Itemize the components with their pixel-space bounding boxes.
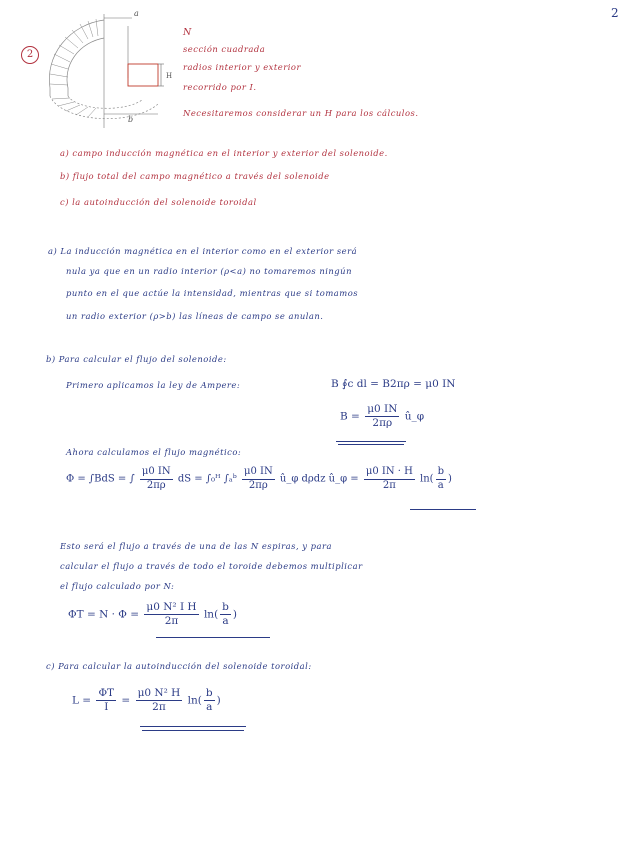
- toroid-outline: [49, 14, 158, 128]
- phit-ln-fraction: [220, 602, 231, 627]
- answer-b-line-2: Primero aplicamos la ley de Ampere:: [66, 380, 241, 390]
- l-fraction-2: [136, 688, 183, 713]
- phit-lhs: ΦT = N · Φ =: [68, 608, 140, 621]
- l-den-2: 2π: [152, 701, 166, 714]
- total-flux-underline: [156, 637, 270, 638]
- phi-tail: û_φ dρdz û_φ =: [279, 473, 359, 485]
- given-square-section: sección cuadrada: [183, 44, 266, 54]
- b-lhs: B =: [340, 410, 360, 423]
- flux-equation: Φ = ∫BdS = ∫ $\frac{\mu 0 IN}{2\pi\rho}$ dS = ∫₀ᴴ ∫ₐᵇ $\frac{\mu 0 IN}{2\pi\rho}$ û_φ dρdz û_φ = $\frac{\mu 0 IN \cdot H}{2\pi}$ ln( $\frac{b}{a}$ ): [66, 466, 452, 491]
- b-unit-vector: û_φ: [404, 410, 425, 423]
- coil-turns: [50, 19, 98, 117]
- inductance-underline-2: [142, 730, 244, 731]
- phi-ln-fraction: [436, 467, 446, 491]
- phi-den-1: 2πρ: [146, 479, 166, 491]
- cross-section-square: [128, 64, 158, 86]
- l-ln-fraction: [204, 688, 215, 713]
- phi-den-2: 2πρ: [248, 479, 268, 491]
- b-result-underline-2: [338, 444, 404, 445]
- phi-mid: dS = ∫₀ᴴ ∫ₐᵇ: [177, 473, 237, 485]
- problem-number: 2: [26, 49, 34, 60]
- diagram-label-b: b: [128, 115, 134, 124]
- phit-ln-num: b: [220, 602, 231, 615]
- answer-b-line-6: el flujo calculado por N:: [60, 581, 175, 591]
- diagram-label-h: H: [166, 72, 173, 80]
- phi-ln-num: b: [436, 467, 446, 480]
- l-num-1: ΦT: [96, 688, 116, 701]
- question-a: a) campo inducción magnética en el interior y exterior del solenoide.: [60, 148, 388, 158]
- ampere-equation: B ∮c dl = B2πρ = μ0 IN: [331, 378, 456, 390]
- b-field-equation: [340, 404, 424, 429]
- l-fraction-1: [96, 688, 116, 713]
- answer-c-line-1: c) Para calcular la autoinducción del solenoide toroidal:: [46, 661, 312, 671]
- diagram-label-a: a: [134, 9, 139, 18]
- answer-a-line-3: punto en el que actúe la intensidad, mientras que si tomamos: [66, 288, 359, 298]
- answer-a-line-1: a) La inducción magnética en el interior como en el exterior será: [48, 246, 358, 256]
- phi-lhs: Φ = ∫BdS = ∫: [66, 473, 135, 485]
- inductance-underline-1: [140, 726, 246, 727]
- given-note: Necesitaremos considerar un H para los cálculos.: [183, 108, 419, 118]
- phi-num-2: μ0 IN: [242, 467, 275, 480]
- problem-number-badge: [21, 46, 39, 64]
- b-numerator: μ0 IN: [365, 404, 399, 417]
- answer-b-line-3: Ahora calculamos el flujo magnético:: [66, 447, 242, 457]
- answer-a-line-2: nula ya que en un radio interior (ρ<a) no tomaremos ningún: [66, 266, 352, 276]
- question-c: c) la autoinducción del solenoide toroidal: [60, 197, 257, 207]
- l-ln: ln: [187, 694, 198, 707]
- inductance-equation: L = $\frac{\Phi T}{I}$ = $\frac{\text{μ0 N² H}}{2\pi}$ ln( $\frac{b}{a}$ ): [72, 687, 221, 714]
- given-current: recorrido por I.: [183, 82, 257, 92]
- l-ln-den: a: [206, 701, 213, 714]
- answer-a-line-4: un radio exterior (ρ>b) las líneas de campo se anulan.: [66, 311, 324, 321]
- phit-ln: ln: [203, 608, 215, 621]
- phi-ln: ln: [420, 473, 430, 485]
- phit-den: 2π: [164, 615, 179, 628]
- l-equals: =: [121, 694, 131, 707]
- phit-num: μ0 N² I H: [144, 602, 198, 615]
- l-ln-num: b: [204, 688, 215, 701]
- phi-result-den: 2π: [382, 479, 396, 491]
- b-result-underline-1: [336, 441, 406, 442]
- phit-ln-den: a: [222, 615, 229, 628]
- l-lhs: L =: [72, 694, 92, 707]
- b-denominator: 2πρ: [372, 417, 393, 430]
- toroid-diagram: [40, 4, 182, 136]
- phi-result-underline: [410, 509, 476, 510]
- question-b: b) flujo total del campo magnético a través del solenoide: [60, 171, 330, 181]
- phi-fraction-1: [140, 467, 173, 491]
- answer-b-line-5: calcular el flujo a través de todo el toroide debemos multiplicar: [60, 561, 363, 571]
- total-flux-equation: ΦT = N · Φ = $\frac{\text{μ0 N² I H}}{2\pi}$ ln( $\frac{b}{a}$ ): [68, 601, 238, 628]
- phit-fraction: [144, 602, 198, 627]
- given-radii: radios interior y exterior: [183, 62, 301, 72]
- answer-b-line-4: Esto será el flujo a través de una de las N espiras, y para: [60, 541, 333, 551]
- b-fraction: [365, 404, 399, 429]
- l-den-1: I: [104, 701, 109, 714]
- page-number: 2: [611, 6, 620, 20]
- phi-fraction-2: [242, 467, 275, 491]
- l-num-2: μ0 N² H: [136, 688, 183, 701]
- dimension-lines: [104, 18, 164, 114]
- given-n: N: [183, 27, 192, 38]
- answer-b-line-1: b) Para calcular el flujo del solenoide:: [46, 354, 227, 364]
- phi-num-1: μ0 IN: [140, 467, 173, 480]
- phi-result-fraction: [364, 467, 415, 491]
- phi-result-num: μ0 IN · H: [364, 467, 415, 480]
- phi-ln-den: a: [437, 479, 444, 491]
